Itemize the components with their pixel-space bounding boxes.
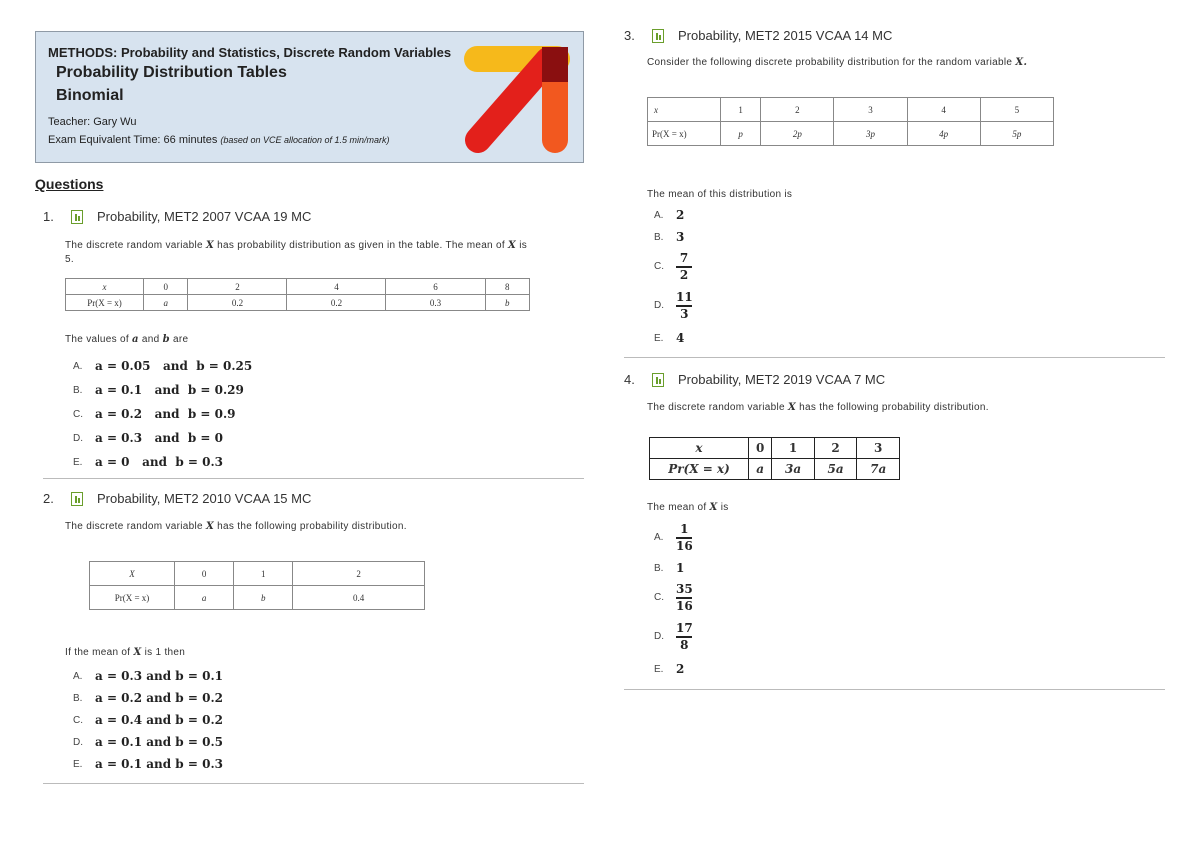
denominator: 16 (676, 538, 693, 553)
question-3-prompt: The mean of this distribution is (647, 189, 793, 200)
question-4-table (649, 437, 900, 480)
option-value: 3 (676, 230, 685, 244)
table-cell: b (234, 586, 293, 610)
option-value: 4 (676, 331, 685, 345)
option-fraction (676, 291, 693, 321)
option-value: a = 0 and b = 0.3 (95, 455, 223, 469)
option-letter: B. (73, 692, 83, 704)
option-c[interactable] (654, 583, 693, 613)
question-2-header (43, 491, 311, 506)
table-cell: Pr(X = x) (90, 586, 175, 610)
option-c[interactable] (73, 402, 252, 426)
table-cell: 0 (144, 279, 188, 295)
table-cell: 0 (749, 438, 772, 459)
denominator: 3 (680, 306, 689, 321)
option-letter: D. (73, 736, 83, 748)
question-2-table (89, 561, 425, 610)
table-cell: 1 (234, 562, 293, 586)
table-cell: Pr(X = x) (648, 122, 721, 146)
table-cell: 3a (772, 459, 815, 480)
question-title[interactable]: Probability, MET2 2019 VCAA 7 MC (678, 372, 886, 387)
option-letter: A. (654, 532, 664, 544)
option-b[interactable] (73, 687, 223, 709)
question-1-prompt (65, 334, 188, 345)
table-cell: 0.4 (293, 586, 425, 610)
variable: a (132, 334, 139, 345)
prompt-text: are (172, 334, 189, 345)
table-cell: a (749, 459, 772, 480)
table-cell: 3p (834, 122, 907, 146)
option-fraction (676, 252, 692, 282)
prompt-text: If the mean of (65, 647, 131, 658)
table-cell: 0.3 (386, 295, 485, 311)
table-cell: x (66, 279, 144, 295)
question-1-options (73, 354, 252, 474)
option-d[interactable] (654, 622, 693, 652)
option-letter: C. (654, 261, 664, 273)
option-letter: B. (73, 384, 83, 396)
option-value: a = 0.2 and b = 0.9 (95, 407, 236, 421)
page-subtitle: Binomial (56, 87, 124, 104)
table-cell: 5p (980, 122, 1053, 146)
option-letter: B. (654, 231, 664, 243)
option-d[interactable] (654, 291, 693, 321)
denominator: 16 (676, 598, 693, 613)
exam-time-line (48, 134, 390, 146)
option-e[interactable] (73, 450, 252, 474)
option-letter: A. (654, 209, 664, 221)
table-cell: 0 (175, 562, 234, 586)
question-1-table (65, 278, 530, 311)
question-2-stem (65, 521, 407, 532)
option-a[interactable] (73, 665, 223, 687)
prompt-text: and (141, 334, 160, 345)
denominator: 8 (680, 637, 689, 652)
option-letter: E. (73, 456, 83, 468)
table-cell: 7a (857, 459, 900, 480)
prompt-text: The values of (65, 334, 129, 345)
brand-logo-icon (460, 42, 575, 154)
option-b[interactable] (654, 230, 684, 244)
option-a[interactable] (654, 208, 684, 222)
table-cell: 0.2 (287, 295, 386, 311)
option-fraction (676, 523, 693, 553)
table-cell: b (485, 295, 530, 311)
table-cell: 2 (293, 562, 425, 586)
option-letter: C. (73, 408, 83, 420)
variable: X (788, 402, 797, 413)
option-e[interactable] (73, 753, 223, 775)
stem-text: Consider the following discrete probability distribution for the random variable (647, 57, 1013, 68)
prompt-text: The mean of (647, 502, 707, 513)
table-cell: 5 (980, 98, 1053, 122)
variable: X (133, 647, 142, 658)
denominator: 2 (679, 267, 689, 282)
variable: X (206, 240, 215, 251)
option-value: a = 0.1 and b = 0.5 (95, 735, 223, 749)
exam-note: (based on VCE allocation of 1.5 min/mark) (220, 135, 390, 145)
numerator: 7 (679, 251, 689, 265)
option-letter: E. (654, 663, 664, 675)
option-value: a = 0.3 and b = 0.1 (95, 669, 223, 683)
variable: X (206, 521, 215, 532)
table-cell: 2 (188, 279, 287, 295)
option-letter: E. (73, 758, 83, 770)
question-number: 2. (43, 491, 54, 506)
divider (43, 478, 584, 479)
question-icon[interactable] (652, 29, 664, 43)
divider (43, 783, 584, 784)
option-letter: C. (73, 714, 83, 726)
question-title[interactable]: Probability, MET2 2010 VCAA 15 MC (97, 491, 312, 506)
variable: X. (1015, 57, 1028, 68)
question-1-header (43, 209, 311, 224)
question-icon[interactable] (71, 210, 83, 224)
option-value: 2 (676, 662, 685, 676)
question-2-options (73, 665, 223, 775)
table-cell: Pr(X = x) (650, 459, 749, 480)
option-letter: C. (654, 592, 664, 604)
question-4-prompt (647, 502, 729, 513)
stem-text: The discrete random variable (647, 402, 785, 413)
questions-heading: Questions (35, 176, 104, 192)
option-letter: A. (73, 670, 83, 682)
option-letter: D. (654, 300, 664, 312)
stem-text: has probability distribution as given in the table. The mean of (217, 240, 505, 251)
question-number: 4. (624, 372, 635, 387)
option-e[interactable] (654, 662, 684, 676)
option-c[interactable] (73, 709, 223, 731)
option-e[interactable] (654, 331, 684, 345)
numerator: 11 (676, 290, 693, 304)
prompt-text: is (720, 502, 729, 513)
stem-text: is (519, 240, 528, 251)
question-2-prompt (65, 647, 185, 658)
table-cell: 1 (772, 438, 815, 459)
header-box (35, 31, 584, 163)
option-value: 1 (676, 561, 685, 575)
table-cell: a (144, 295, 188, 311)
option-fraction (676, 622, 693, 652)
table-cell: 3 (857, 438, 900, 459)
numerator: 1 (680, 522, 689, 536)
option-c[interactable] (654, 252, 692, 282)
table-cell: 2p (761, 122, 834, 146)
option-letter: B. (654, 562, 664, 574)
option-value: a = 0.3 and b = 0 (95, 431, 223, 445)
table-cell: 2 (761, 98, 834, 122)
table-cell: 4 (907, 98, 980, 122)
table-cell: x (648, 98, 721, 122)
table-cell: p (721, 122, 761, 146)
option-a[interactable] (73, 354, 252, 378)
question-icon[interactable] (71, 492, 83, 506)
table-cell: Pr(X = x) (66, 295, 144, 311)
stem-text: The discrete random variable (65, 240, 203, 251)
page-title: Probability Distribution Tables (56, 64, 287, 81)
question-number: 3. (624, 28, 635, 43)
question-number: 1. (43, 209, 54, 224)
table-cell: X (90, 562, 175, 586)
exam-time: Exam Equivalent Time: 66 minutes (48, 134, 218, 146)
option-value: a = 0.2 and b = 0.2 (95, 691, 223, 705)
stem-text: has the following probability distribution. (799, 402, 989, 413)
question-3-table (647, 97, 1054, 146)
question-3-header (624, 28, 892, 43)
divider (624, 357, 1165, 358)
table-cell: 2 (814, 438, 857, 459)
table-cell: x (650, 438, 749, 459)
option-letter: D. (654, 631, 664, 643)
table-cell: 1 (721, 98, 761, 122)
table-cell: 0.2 (188, 295, 287, 311)
question-4-header (624, 372, 885, 387)
variable: b (162, 334, 170, 345)
question-title[interactable]: Probability, MET2 2007 VCAA 19 MC (97, 209, 312, 224)
option-value: a = 0.05 and b = 0.25 (95, 359, 253, 373)
question-title[interactable]: Probability, MET2 2015 VCAA 14 MC (678, 28, 893, 43)
option-letter: E. (654, 332, 664, 344)
option-value: a = 0.1 and b = 0.29 (95, 383, 244, 397)
variable: X (709, 502, 718, 513)
option-a[interactable] (654, 523, 693, 553)
option-value: a = 0.1 and b = 0.3 (95, 757, 223, 771)
stem-text: has the following probability distribution. (217, 521, 407, 532)
option-value: a = 0.4 and b = 0.2 (95, 713, 223, 727)
teacher-line: Teacher: Gary Wu (48, 116, 137, 128)
table-cell: a (175, 586, 234, 610)
option-fraction (676, 583, 693, 613)
prompt-text: is 1 then (144, 647, 186, 658)
table-cell: 8 (485, 279, 530, 295)
table-cell: 4 (287, 279, 386, 295)
subject-line: METHODS: Probability and Statistics, Discrete Random Variables (48, 45, 452, 60)
stem-text: 5. (65, 254, 74, 265)
table-cell: 3 (834, 98, 907, 122)
question-1-stem (65, 239, 585, 267)
option-b[interactable] (654, 561, 684, 575)
numerator: 35 (676, 582, 693, 596)
variable: X (508, 240, 517, 251)
question-icon[interactable] (652, 373, 664, 387)
option-value: 2 (676, 208, 685, 222)
numerator: 17 (676, 621, 693, 635)
table-cell: 6 (386, 279, 485, 295)
question-3-stem (647, 57, 1027, 68)
table-cell: 4p (907, 122, 980, 146)
option-d[interactable] (73, 426, 252, 450)
option-letter: A. (73, 360, 83, 372)
stem-text: The discrete random variable (65, 521, 203, 532)
option-d[interactable] (73, 731, 223, 753)
divider (624, 689, 1165, 690)
table-cell: 5a (814, 459, 857, 480)
question-4-stem (647, 402, 989, 413)
option-b[interactable] (73, 378, 252, 402)
option-letter: D. (73, 432, 83, 444)
